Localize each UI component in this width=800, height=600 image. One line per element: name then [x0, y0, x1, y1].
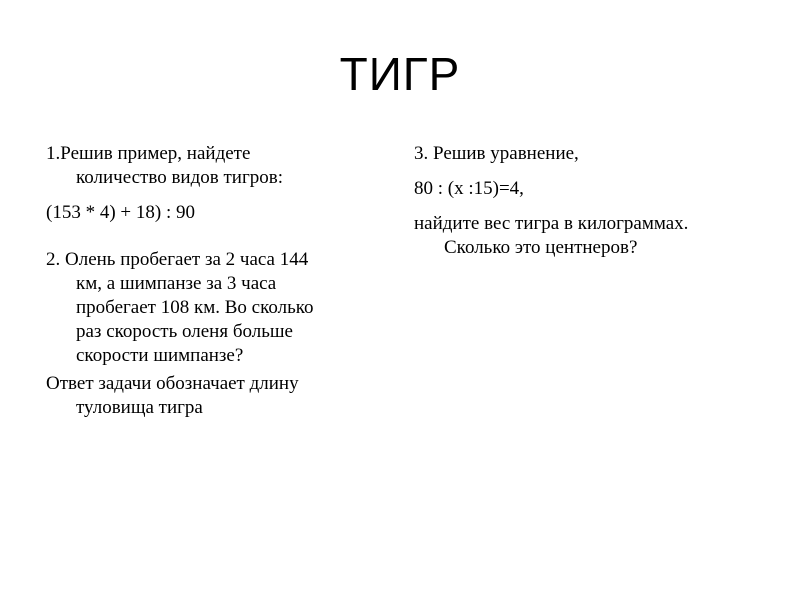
task2-line-2: км, а шимпанзе за 3 часа — [76, 273, 277, 294]
task2-line-5: скорости шимпанзе? — [76, 345, 244, 366]
right-column — [414, 142, 754, 260]
answer-note — [46, 372, 376, 420]
task1-line-1: 1.Решив пример, найдете — [46, 143, 251, 164]
left-column — [46, 142, 376, 420]
slide-title: ТИГР — [339, 48, 461, 100]
task1-expression: (153 * 4) + 18) : 90 — [46, 202, 195, 223]
answer-line-1: Ответ задачи обозначает длину — [46, 373, 299, 394]
task3-intro: 3. Решив уравнение, — [414, 143, 579, 164]
task2-line-1: 2. Олень пробегает за 2 часа 144 — [46, 249, 309, 270]
task2-line-3: пробегает 108 км. Во сколько — [76, 297, 314, 318]
task3-line-4: Сколько это центнеров? — [444, 237, 638, 258]
task2-line-4: раз скорость оленя больше — [76, 321, 293, 342]
answer-line-2: туловища тигра — [76, 397, 203, 418]
task2-text — [46, 248, 376, 368]
task3-line-3: найдите вес тигра в килограммах. — [414, 213, 689, 234]
task1-text — [46, 142, 376, 190]
task1-line-2: количество видов тигров: — [76, 167, 283, 188]
task3-question — [414, 212, 754, 260]
task3-equation: 80 : (х :15)=4, — [414, 178, 524, 199]
